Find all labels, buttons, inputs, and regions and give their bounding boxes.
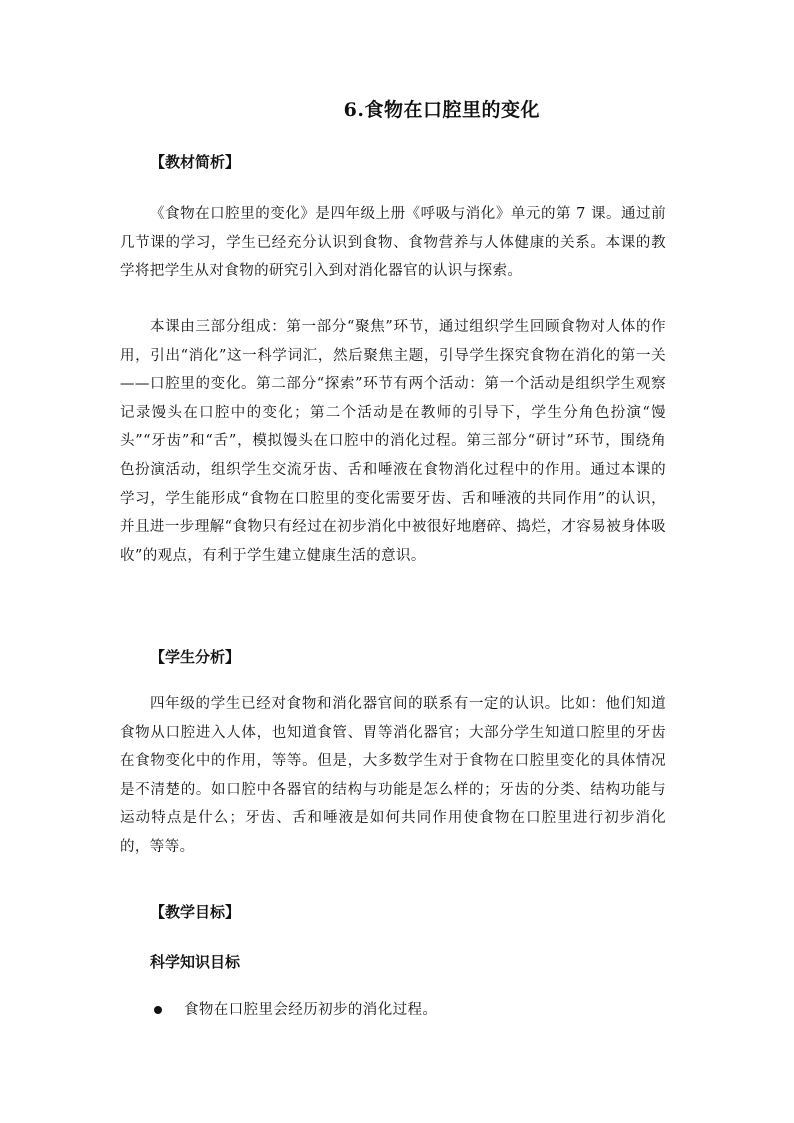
- bullet-text: 食物在口腔里会经历初步的消化过程。: [184, 1002, 438, 1018]
- subheading-science-knowledge: 科学知识目标: [150, 953, 241, 971]
- paragraph-textbook-analysis-1: 《食物在口腔里的变化》是四年级上册《呼吸与消化》单元的第 7 课。通过前几节课的学习，学生已经充分认识到食物、食物营养与人体健康的关系。本课的教学将把学生从对食物的研究引入到对消化器官的认识与探索。: [120, 206, 666, 280]
- bullet-icon: [154, 1006, 162, 1014]
- section-heading-teaching-goals: 【教学目标】: [150, 903, 241, 921]
- list-item: [150, 998, 670, 1022]
- section-heading-textbook-analysis: 【教材简析】: [150, 153, 241, 171]
- section-heading-student-analysis: 【学生分析】: [150, 648, 241, 666]
- paragraph-textbook-analysis-2: 本课由三部分组成：第一部分“聚焦”环节，通过组织学生回顾食物对人体的作用，引出“消化”这一科学词汇，然后聚焦主题，引导学生探究食物在消化的第一关——口腔里的变化。第二部分“探索”环节有两个活动：第一个活动是组织学生观察记录馒头在口腔中的变化；第二个活动是在教师的引导下，学生分角色扮演“馒头”“牙齿”和“舌”，模拟馒头在口腔中的消化过程。第三部分“研讨”环节，围绕角色扮演活动，组织学生交流牙齿、舌和唾液在食物消化过程中的作用。通过本课的学习，学生能形成“食物在口腔里的变化需要牙齿、舌和唾液的共同作用”的认识，并且进一步理解“食物只有经过在初步消化中被很好地磨碎、捣烂，才容易被身体吸收”的观点，有利于学生建立健康生活的意识。: [120, 319, 666, 564]
- paragraph-student-analysis: 四年级的学生已经对食物和消化器官间的联系有一定的认识。比如：他们知道食物从口腔进入人体，也知道食管、胃等消化器官；大部分学生知道口腔里的牙齿在食物变化中的作用，等等。但是，大多数学生对于食物在口腔里变化的具体情况是不清楚的。如口腔中各器官的结构与功能是怎么样的；牙齿的分类、结构功能与运动特点是什么；牙齿、舌和唾液是如何共同作用使食物在口腔里进行初步消化的，等等。: [120, 696, 666, 855]
- page-title: 6.食物在口腔里的变化: [343, 99, 540, 121]
